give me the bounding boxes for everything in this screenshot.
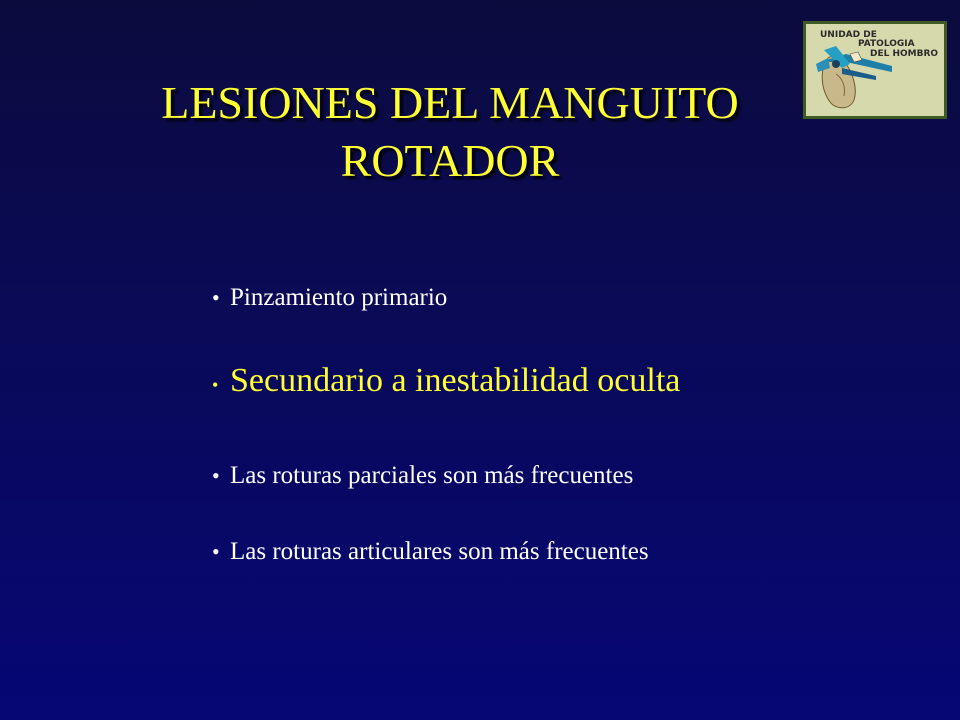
bullet-item bbox=[212, 537, 649, 567]
logo-line-3: DEL HOMBRO bbox=[870, 49, 939, 59]
bullet-item bbox=[212, 283, 447, 313]
bullet-text: Las roturas articulares son más frecuentes bbox=[230, 538, 649, 565]
bullet-text: Secundario a inestabilidad oculta bbox=[230, 362, 681, 399]
shoulder-anatomy-logo-icon bbox=[806, 24, 944, 116]
bullet-text: Las roturas parciales son más frecuentes bbox=[230, 462, 634, 489]
bullet-dot-icon: • bbox=[212, 375, 219, 395]
bullet-dot-icon: • bbox=[212, 463, 220, 488]
bullet-dot-icon: • bbox=[212, 539, 220, 564]
unit-logo bbox=[803, 21, 947, 119]
bullet-text: Pinzamiento primario bbox=[230, 284, 448, 311]
logo-line-2: PATOLOGIA bbox=[858, 39, 915, 49]
bullet-item bbox=[212, 461, 633, 491]
slide-title: LESIONES DEL MANGUITO ROTADOR bbox=[161, 77, 739, 186]
bullet-dot-icon: • bbox=[212, 285, 220, 310]
logo-line-1: UNIDAD DE bbox=[820, 30, 877, 40]
bullet-item-highlighted bbox=[212, 361, 680, 405]
